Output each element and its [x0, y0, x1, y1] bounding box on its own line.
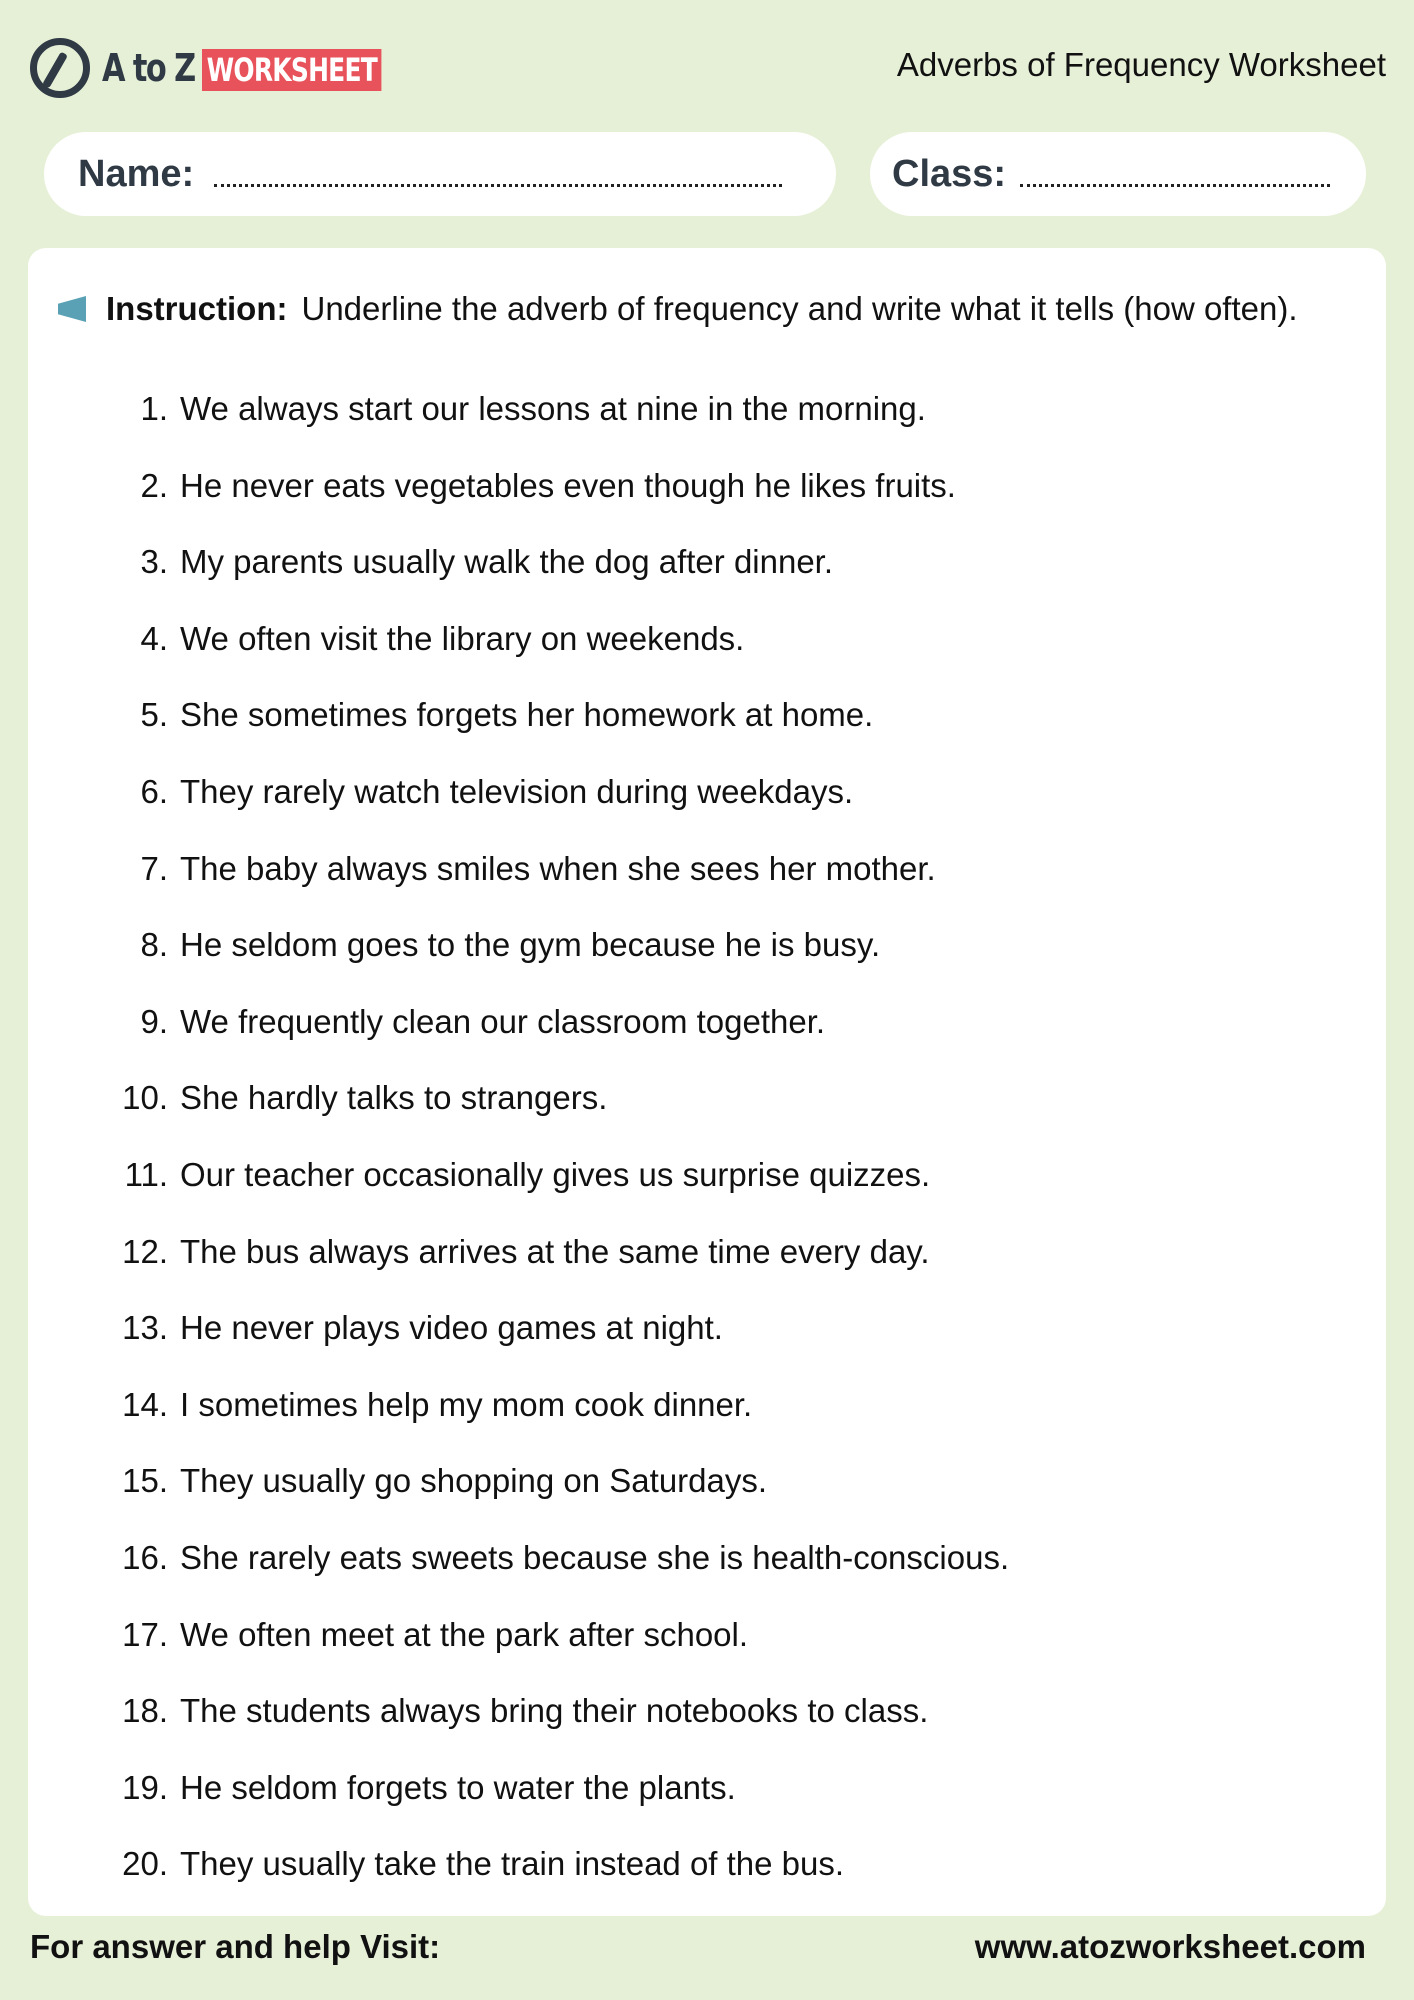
worksheet-card: [28, 248, 1386, 1916]
question-item: [28, 1458, 1328, 1503]
question-text: She hardly talks to strangers.: [180, 1079, 608, 1117]
question-item: [28, 386, 1328, 431]
question-text: We often visit the library on weekends.: [180, 619, 745, 657]
question-item: [28, 769, 1328, 814]
question-number: 7.: [140, 849, 168, 887]
class-field[interactable]: [870, 132, 1366, 216]
question-item: [28, 999, 1328, 1044]
question-number: 4.: [140, 619, 168, 657]
question-item: [28, 1612, 1328, 1657]
footer-website-link[interactable]: www.atozworksheet.com: [974, 1928, 1366, 1965]
question-text: He seldom forgets to water the plants.: [180, 1768, 736, 1806]
question-text: My parents usually walk the dog after dinner.: [180, 543, 834, 581]
question-number: 8.: [140, 926, 168, 964]
question-item: [28, 922, 1328, 967]
logo-badge: WORKSHEET: [202, 49, 382, 91]
question-text: We frequently clean our classroom together.: [180, 1002, 826, 1040]
question-number: 3.: [140, 543, 168, 581]
question-item: [28, 1229, 1328, 1274]
question-item: [28, 1152, 1328, 1197]
question-text: He never plays video games at night.: [180, 1309, 723, 1347]
question-item: [28, 1841, 1328, 1886]
question-number: 6.: [140, 773, 168, 810]
name-field[interactable]: [44, 132, 836, 216]
name-line[interactable]: [214, 184, 782, 187]
logo-text: A to Z: [102, 46, 195, 90]
question-number: 14.: [122, 1385, 168, 1423]
question-text: They usually go shopping on Saturdays.: [180, 1462, 768, 1500]
question-text: The baby always smiles when she sees her mother.: [180, 849, 936, 887]
question-number: 20.: [122, 1845, 168, 1883]
question-text: We often meet at the park after school.: [180, 1615, 749, 1653]
question-text: I sometimes help my mom cook dinner.: [180, 1385, 753, 1423]
question-number: 17.: [122, 1615, 168, 1653]
question-item: [28, 1688, 1328, 1733]
question-number: 10.: [122, 1079, 168, 1117]
question-text: The bus always arrives at the same time every day.: [180, 1232, 930, 1270]
question-number: 18.: [122, 1692, 168, 1730]
question-number: 2.: [140, 466, 168, 504]
question-item: [28, 692, 1328, 737]
question-item: [28, 1382, 1328, 1427]
question-item: [28, 1535, 1328, 1580]
question-text: We always start our lessons at nine in the morning.: [180, 390, 926, 427]
instruction-text: Underline the adverb of frequency and write what it tells (how often).: [301, 290, 1298, 327]
question-number: 11.: [124, 1156, 168, 1193]
question-item: [28, 1075, 1328, 1120]
question-number: 5.: [140, 696, 168, 734]
question-text: Our teacher occasionally gives us surprise quizzes.: [180, 1156, 931, 1193]
question-text: He seldom goes to the gym because he is busy.: [180, 926, 881, 964]
question-text: She sometimes forgets her homework at home.: [180, 696, 874, 734]
instruction-label: Instruction:: [106, 290, 288, 327]
question-number: 16.: [122, 1539, 168, 1576]
footer-help-text: For answer and help Visit:: [30, 1928, 441, 1965]
question-item: [28, 1305, 1328, 1350]
question-text: She rarely eats sweets because she is health-conscious.: [180, 1539, 1010, 1576]
pen-logo-icon: [30, 38, 90, 98]
question-item: [28, 1765, 1328, 1810]
question-number: 15.: [122, 1462, 168, 1500]
class-label: Class:: [892, 152, 1007, 195]
question-item: [28, 616, 1328, 661]
question-item: [28, 539, 1328, 584]
site-logo: [30, 38, 377, 98]
megaphone-icon: [56, 286, 106, 331]
question-text: The students always bring their notebooks to class.: [180, 1692, 929, 1730]
question-item: [28, 463, 1328, 508]
name-label: Name:: [78, 152, 195, 195]
class-line[interactable]: [1020, 184, 1330, 187]
question-text: They rarely watch television during weekdays.: [180, 773, 854, 810]
question-number: 12.: [122, 1232, 168, 1270]
worksheet-title: Adverbs of Frequency Worksheet: [896, 46, 1386, 83]
question-text: He never eats vegetables even though he likes fruits.: [180, 466, 956, 504]
instruction: [56, 286, 1346, 331]
question-item: [28, 846, 1328, 891]
question-text: They usually take the train instead of the bus.: [180, 1845, 845, 1883]
question-number: 1.: [140, 390, 168, 427]
question-number: 13.: [122, 1309, 168, 1347]
question-number: 9.: [140, 1002, 168, 1040]
question-number: 19.: [122, 1768, 168, 1806]
